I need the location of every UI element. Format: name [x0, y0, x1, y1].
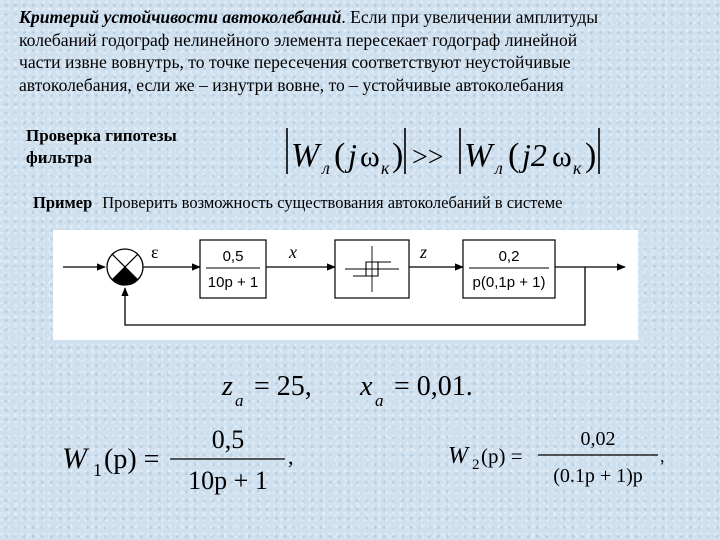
w1-numerator: 0,5 [211, 425, 245, 454]
w1-comma: , [288, 444, 294, 469]
formula-j2-right: j2 [522, 137, 547, 173]
filter-hypothesis-formula [282, 122, 622, 187]
criterion-text-1: . Если при увеличении амплитуды [341, 7, 599, 27]
criterion-paragraph [19, 6, 709, 96]
block-diagram-svg [53, 230, 638, 340]
w1-sub: 1 [93, 460, 102, 480]
param-z: z [222, 371, 233, 402]
summing-junction-icon [107, 249, 143, 285]
w2-sub: 2 [472, 457, 480, 473]
w1-transfer-function [60, 418, 300, 503]
amplitude-parameters-svg [220, 368, 520, 413]
w1-denominator: 10p + 1 [188, 466, 268, 495]
formula-close-left: ) [392, 137, 404, 174]
hypothesis-label [26, 125, 177, 169]
block-diagram [53, 230, 638, 340]
w2-numerator: 0,02 [580, 428, 616, 450]
param-x: x [360, 371, 373, 402]
param-x-value: = 0,01. [394, 371, 473, 402]
param-x-sub: a [375, 391, 384, 410]
w1-svg [60, 418, 300, 498]
param-z-value: = 25, [254, 371, 312, 402]
amplitude-parameters [220, 368, 520, 418]
formula-much-greater: >> [412, 142, 444, 173]
w2-transfer-function [446, 420, 671, 495]
filter-formula-svg [282, 122, 622, 182]
w1-arg: (p) = [104, 444, 160, 475]
formula-W-left: W [291, 137, 320, 174]
block3-denominator: p(0,1p + 1) [472, 274, 546, 291]
formula-omega-left: ω [360, 140, 380, 173]
example-text: Проверить возможность существования автоколебаний в системе [102, 193, 563, 212]
criterion-text-4: автоколебания, если же – изнутри вовне, то – устойчивые автоколебания [19, 74, 564, 95]
formula-j-left: j [348, 137, 357, 173]
formula-close-right: ) [585, 137, 597, 174]
example-line [33, 193, 562, 213]
block3-numerator: 0,2 [498, 248, 520, 265]
w2-arg: (p) = [481, 444, 523, 468]
formula-sub-l-right: л [495, 158, 503, 178]
formula-omega-right: ω [552, 140, 572, 173]
formula-open-right: ( [508, 137, 520, 174]
epsilon-label: ε [151, 242, 159, 262]
param-z-sub: a [235, 391, 244, 410]
hypothesis-line-2: фильтра [26, 148, 92, 167]
signal-z-label: z [420, 242, 428, 262]
criterion-term: Критерий устойчивости автоколебаний [19, 7, 342, 27]
criterion-text-2: колебаний годограф нелинейного элемента пересекает годограф линейной [19, 29, 578, 50]
w2-W: W [448, 443, 468, 469]
example-label: Пример [33, 193, 93, 212]
block1-denominator: 10p + 1 [207, 274, 259, 291]
formula-W-right: W [464, 137, 493, 174]
formula-sub-k-left: к [381, 158, 390, 178]
formula-open-left: ( [334, 137, 346, 174]
w2-denominator: (0.1p + 1)p [553, 465, 643, 487]
w1-W: W [62, 442, 87, 475]
formula-sub-l-left: л [322, 158, 330, 178]
criterion-text-3: части извне вовнутрь, то точке пересечения соответствуют неустойчивые [19, 52, 571, 72]
w2-comma: , [660, 446, 665, 466]
block1-numerator: 0,5 [222, 248, 244, 265]
signal-x-label: x [289, 242, 297, 262]
formula-sub-k-right: к [573, 158, 582, 178]
hypothesis-line-1: Проверка гипотезы [26, 126, 177, 145]
w2-svg [446, 420, 671, 490]
